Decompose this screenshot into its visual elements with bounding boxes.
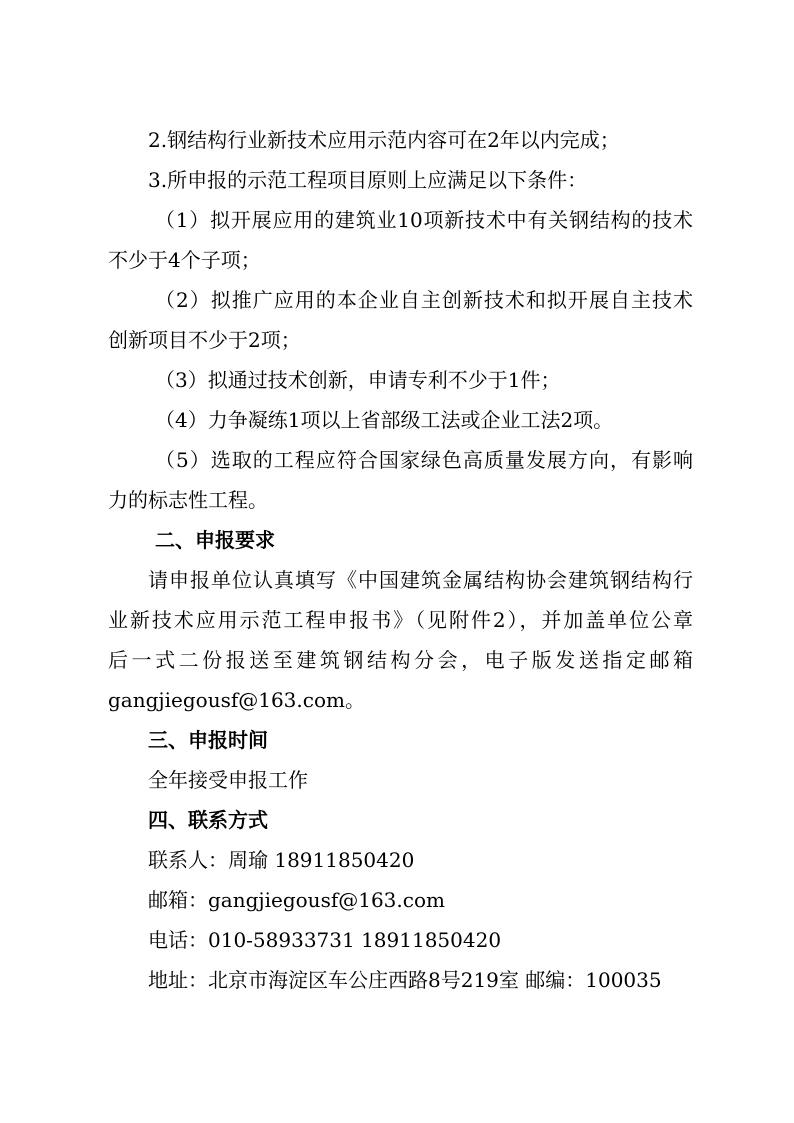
sub-condition-3: （3）拟通过技术创新，申请专利不少于1件； bbox=[155, 368, 561, 392]
section-heading-requirements: 二、申报要求 bbox=[155, 528, 275, 552]
condition-item-2: 2.钢结构行业新技术应用示范内容可在2年以内完成； bbox=[148, 128, 620, 152]
section-heading-contact: 四、联系方式 bbox=[148, 808, 268, 832]
contact-phone: 电话：010-58933731 18911850420 bbox=[148, 928, 502, 952]
sub-condition-2-line-1: （2）拟推广应用的本企业自主创新技术和拟开展自主技术 bbox=[155, 288, 693, 312]
contact-person: 联系人：周瑜 18911850420 bbox=[148, 848, 415, 872]
requirements-line-2: 业新技术应用示范工程申报书》（见附件2），并加盖单位公章 bbox=[108, 608, 693, 632]
contact-email: 邮箱：gangjiegousf@163.com bbox=[148, 888, 445, 912]
time-text: 全年接受申报工作 bbox=[148, 768, 308, 792]
requirements-line-1: 请申报单位认真填写《中国建筑金属结构协会建筑钢结构行 bbox=[148, 568, 693, 592]
contact-address: 地址：北京市海淀区车公庄西路8号219室 邮编：100035 bbox=[148, 968, 662, 992]
condition-item-3: 3.所申报的示范工程项目原则上应满足以下条件： bbox=[148, 168, 588, 192]
section-heading-time: 三、申报时间 bbox=[148, 728, 268, 752]
sub-condition-1-line-1: （1）拟开展应用的建筑业10项新技术中有关钢结构的技术 bbox=[155, 208, 693, 232]
requirements-email: gangjiegousf@163.com。 bbox=[108, 688, 365, 712]
sub-condition-5-line-2: 力的标志性工程。 bbox=[108, 488, 268, 512]
sub-condition-4: （4）力争凝练1项以上省部级工法或企业工法2项。 bbox=[155, 408, 614, 432]
requirements-line-3: 后一式二份报送至建筑钢结构分会，电子版发送指定邮箱 bbox=[108, 648, 693, 672]
sub-condition-1-line-2: 不少于4个子项； bbox=[108, 248, 261, 272]
sub-condition-2-line-2: 创新项目不少于2项； bbox=[108, 328, 301, 352]
sub-condition-5-line-1: （5）选取的工程应符合国家绿色高质量发展方向，有影响 bbox=[155, 448, 693, 472]
